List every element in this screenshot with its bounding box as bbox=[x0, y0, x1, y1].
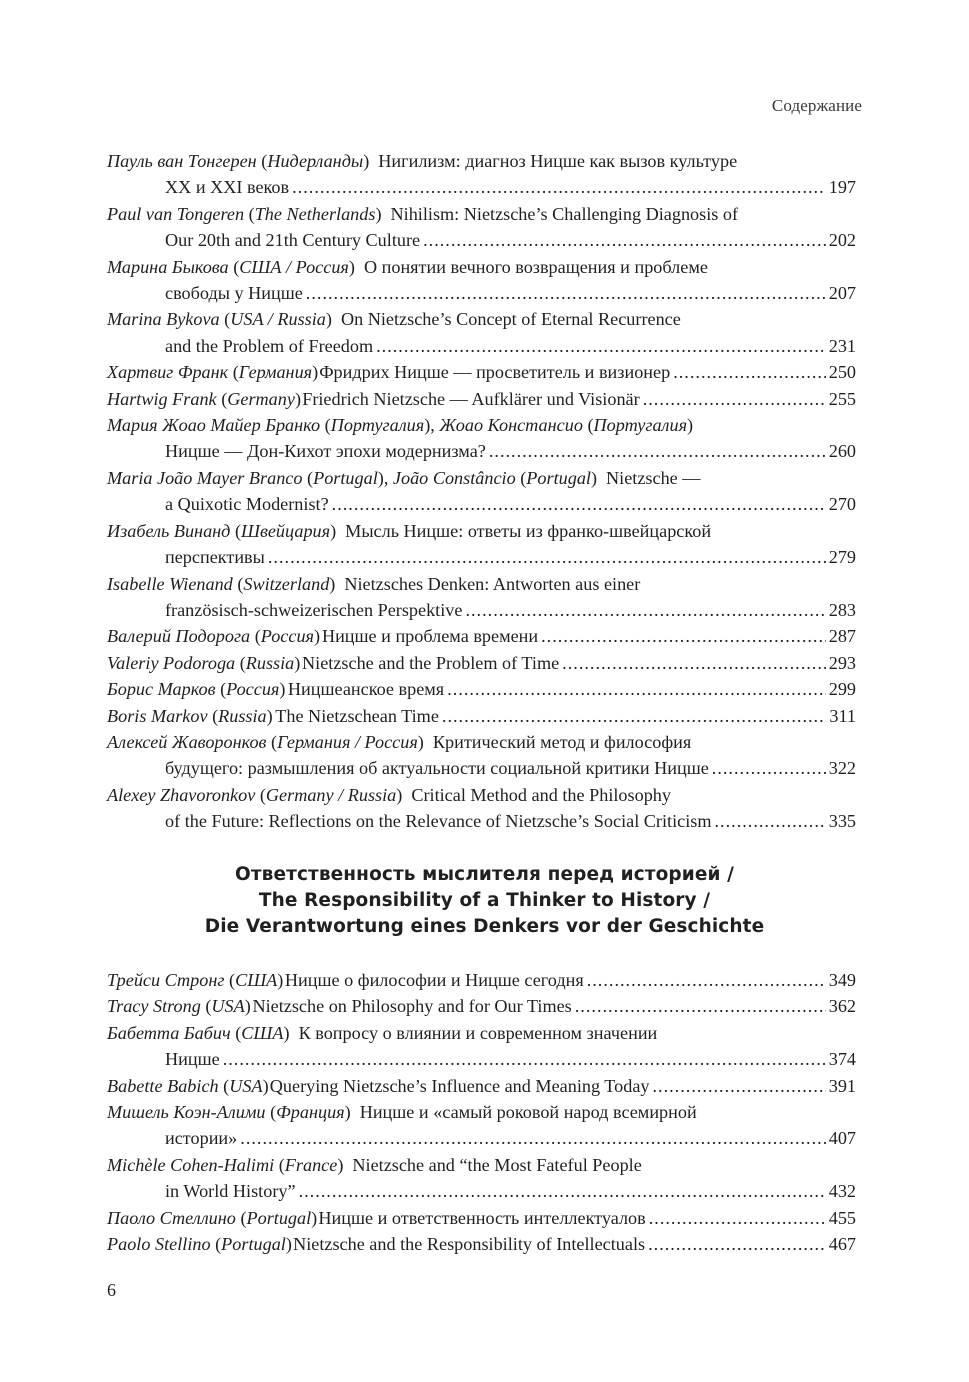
toc-entry: Изабель Винанд (Швейцария) Мысль Ницше: ответы из франко-швейцарской перспективы ..... 279 bbox=[107, 518, 856, 571]
dot-leader bbox=[223, 1046, 826, 1072]
author-country: Россия bbox=[226, 679, 280, 700]
dot-leader bbox=[587, 967, 826, 993]
author-country: Portugal bbox=[221, 1234, 286, 1255]
toc-entry bbox=[107, 1231, 856, 1257]
toc-entry bbox=[107, 967, 856, 993]
entry-title: Critical Method and the Philosophy bbox=[411, 784, 671, 805]
author-name: João Constâncio bbox=[392, 467, 516, 488]
entry-title: свободы у Ницше bbox=[165, 283, 303, 304]
entry-title: Мысль Ницше: ответы из франко-швейцарской bbox=[345, 520, 712, 541]
author-country: USA bbox=[211, 996, 245, 1017]
author-country: Germany bbox=[227, 388, 295, 409]
dot-leader bbox=[299, 1178, 826, 1204]
entry-title: Our 20th and 21th Century Culture bbox=[165, 230, 421, 251]
toc-entry: Пауль ван Тонгерен (Нидерланды) Нигилизм: диагноз Ницше как вызов культуре XX и XXI веков ..... 197 bbox=[107, 148, 856, 201]
entry-title: a Quixotic Modernist? bbox=[165, 494, 329, 515]
author-country: США bbox=[241, 1022, 284, 1043]
section-title-line: Die Verantwortung eines Denkers vor der Geschichte bbox=[204, 916, 765, 937]
dot-leader bbox=[268, 544, 826, 570]
toc-entry: Maria João Mayer Branco (Portugal), João Constâncio (Portugal) Nietzsche — a Quixotic Modernist? ..... 270 bbox=[107, 465, 856, 518]
entry-title: Ницше и ответственность интеллектуалов bbox=[318, 1207, 646, 1228]
author-country: France bbox=[284, 1154, 338, 1175]
entry-title: К вопросу о влиянии и современном значении bbox=[298, 1022, 658, 1043]
toc-entry: Бабетта Бабич (США) К вопросу о влиянии и современном значении Ницше ..... 374 bbox=[107, 1020, 856, 1073]
dot-leader bbox=[649, 1205, 826, 1231]
dot-leader bbox=[489, 438, 826, 464]
entry-title: Nietzsche — bbox=[606, 467, 701, 488]
entry-title: Ницшеанское время bbox=[287, 679, 445, 700]
author-name: Isabelle Wienand bbox=[107, 573, 233, 594]
toc-entry: Isabelle Wienand (Switzerland) Nietzsches Denken: Antworten aus einer französisch-schweizerischen Perspektive ..... 283 bbox=[107, 571, 856, 624]
dot-leader bbox=[643, 386, 826, 412]
page-ref: 293 bbox=[828, 652, 856, 673]
entry-author-block: Hartwig Frank (Germany) bbox=[107, 388, 301, 409]
author-country: Франция bbox=[276, 1102, 345, 1123]
entry-title: истории» bbox=[165, 1128, 238, 1149]
dot-leader bbox=[423, 227, 826, 253]
author-country: USA / Russia bbox=[230, 309, 326, 330]
dot-leader bbox=[447, 676, 826, 702]
entry-title: Ницше — Дон-Кихот эпохи модернизма? bbox=[165, 441, 486, 462]
author-name: Борис Марков bbox=[107, 679, 216, 700]
entry-author-block: Valeriy Podoroga (Russia) bbox=[107, 652, 301, 673]
toc-list-1 bbox=[107, 148, 856, 835]
author-country: США bbox=[235, 970, 278, 990]
author-name: Алексей Жаворонков bbox=[107, 731, 267, 752]
entry-title: Ницше bbox=[165, 1049, 220, 1070]
dot-leader bbox=[442, 703, 827, 729]
author-name: Жоао Констансио bbox=[439, 415, 583, 436]
author-name: Паоло Стеллино bbox=[107, 1207, 236, 1228]
entry-title: The Nietzschean Time bbox=[275, 705, 439, 726]
toc-entry: Мишель Коэн-Алими (Франция) Ницше и «самый роковой народ всемирной истории» ..... 407 bbox=[107, 1099, 856, 1152]
entry-title: französisch-schweizerischen Perspektive bbox=[165, 599, 463, 620]
page-ref: 270 bbox=[828, 494, 856, 515]
author-name: Marina Bykova bbox=[107, 309, 220, 330]
toc-entry bbox=[107, 623, 856, 649]
author-country: The Netherlands bbox=[254, 203, 376, 224]
toc-entry bbox=[107, 993, 856, 1019]
entry-author-block: Борис Марков (Россия) bbox=[107, 679, 286, 700]
entry-title: Nietzsche and the Problem of Time bbox=[302, 652, 560, 673]
toc-entry: Paul van Tongeren (The Netherlands) Nihilism: Nietzsche’s Challenging Diagnosis of Our 20th and 21th Century Culture ..... 202 bbox=[107, 201, 856, 254]
entry-title: and the Problem of Freedom bbox=[165, 335, 374, 356]
dot-leader bbox=[332, 491, 826, 517]
author-country: Russia bbox=[218, 705, 267, 726]
dot-leader bbox=[575, 993, 826, 1019]
entry-title: Ницше о философии и Ницше сегодня bbox=[284, 970, 584, 990]
entry-title: О понятии вечного возвращения и проблеме bbox=[363, 256, 708, 277]
toc-entry bbox=[107, 359, 856, 385]
page-ref: 432 bbox=[828, 1181, 856, 1202]
entry-author-block: Tracy Strong (USA) bbox=[107, 996, 251, 1017]
page-ref: 231 bbox=[828, 335, 856, 356]
author-country: Germany / Russia bbox=[265, 784, 397, 805]
entry-title: Критический метод и философия bbox=[432, 731, 692, 752]
section-title bbox=[107, 862, 862, 940]
author-country: Russia bbox=[245, 652, 295, 673]
entry-title: будущего: размышления об актуальности социальной критики Ницше bbox=[165, 758, 709, 779]
toc-entry bbox=[107, 386, 856, 412]
entry-title: Ницше и «самый роковой народ всемирной bbox=[359, 1102, 697, 1123]
page-ref: 467 bbox=[828, 1234, 856, 1255]
entry-title: Nietzsche on Philosophy and for Our Times bbox=[252, 996, 572, 1017]
dot-leader bbox=[306, 280, 826, 306]
author-country: Португалия bbox=[330, 415, 425, 436]
author-name: Paolo Stellino bbox=[107, 1234, 211, 1255]
author-country: Россия bbox=[260, 626, 315, 647]
dot-leader bbox=[562, 650, 826, 676]
toc-entry: Алексей Жаворонков (Германия / Россия) Критический метод и философия будущего: размышления об актуальности социальной критики Ницше ..... 322 bbox=[107, 729, 856, 782]
author-country: Portugal bbox=[313, 467, 378, 488]
author-name: Maria João Mayer Branco bbox=[107, 467, 303, 488]
entry-title: Фридрих Ницше — просветитель и визионер bbox=[319, 362, 671, 383]
entry-author-block: Хартвиг Франк (Германия) bbox=[107, 362, 319, 383]
author-name: Tracy Strong bbox=[107, 996, 201, 1017]
author-country: USA bbox=[229, 1075, 263, 1096]
dot-leader bbox=[648, 1231, 826, 1257]
entry-author-block: Трейси Стронг (США) bbox=[107, 970, 284, 990]
toc-entry: Marina Bykova (USA / Russia) On Nietzsche’s Concept of Eternal Recurrence and the Problem of Freedom ..... 231 bbox=[107, 306, 856, 359]
author-name: Babette Babich bbox=[107, 1075, 219, 1096]
entry-title: Nietzsche and the Responsibility of Intellectuals bbox=[293, 1234, 646, 1255]
entry-title: Nietzsches Denken: Antworten aus einer bbox=[344, 573, 641, 594]
entry-author-block: Babette Babich (USA) bbox=[107, 1075, 269, 1096]
author-country: Switzerland bbox=[243, 573, 330, 594]
page-ref: 374 bbox=[828, 1049, 856, 1070]
page-ref: 299 bbox=[828, 679, 856, 700]
page-ref: 407 bbox=[828, 1128, 856, 1149]
toc-entry bbox=[107, 703, 856, 729]
page-ref: 455 bbox=[828, 1207, 856, 1228]
author-name: Мария Жоао Майер Бранко bbox=[107, 415, 321, 436]
author-name: Валерий Подорога bbox=[107, 626, 251, 647]
page-ref: 349 bbox=[828, 970, 856, 990]
author-name: Изабель Винанд bbox=[107, 520, 231, 541]
page-ref: 250 bbox=[828, 362, 856, 383]
entry-title: перспективы bbox=[165, 547, 265, 568]
entry-title: Friedrich Nietzsche — Aufklärer und Visionär bbox=[302, 388, 640, 409]
dot-leader bbox=[712, 755, 826, 781]
author-country: Portugal bbox=[246, 1207, 312, 1228]
author-name: Alexey Zhavoronkov bbox=[107, 784, 256, 805]
dot-leader bbox=[673, 359, 826, 385]
page-number: 6 bbox=[107, 1280, 116, 1300]
author-country: Германия bbox=[238, 362, 313, 383]
dot-leader bbox=[652, 1073, 825, 1099]
dot-leader bbox=[465, 597, 825, 623]
toc-entry: Мария Жоао Майер Бранко (Португалия), Жоао Констансио (Португалия) Ницше — Дон-Кихот эпохи модернизма? ..... 260 bbox=[107, 412, 856, 465]
toc-entry: Alexey Zhavoronkov (Germany / Russia) Critical Method and the Philosophy of the Future: Reflections on the Relevance of Nietzsche’s Social Criticism ..... 335 bbox=[107, 782, 856, 835]
page-ref: 287 bbox=[828, 626, 856, 647]
toc-entry: Марина Быкова (США / Россия) О понятии вечного возвращения и проблеме свободы у Ницше ..... 207 bbox=[107, 254, 856, 307]
author-country: Нидерланды bbox=[267, 151, 364, 171]
entry-title: in World History” bbox=[165, 1181, 296, 1202]
entry-title: XX и XXI веков bbox=[165, 177, 290, 198]
author-name: Michèle Cohen-Halimi bbox=[107, 1154, 279, 1175]
dot-leader bbox=[292, 174, 826, 200]
section-title-line: Ответственность мыслителя перед историей / bbox=[235, 864, 734, 885]
entry-author-block: Paolo Stellino (Portugal) bbox=[107, 1234, 292, 1255]
author-country: Португалия bbox=[593, 415, 688, 436]
page-ref: 207 bbox=[828, 283, 856, 304]
author-name: Хартвиг Франк bbox=[107, 362, 229, 383]
author-name: Мишель Коэн-Алими bbox=[107, 1102, 266, 1123]
page-ref: 335 bbox=[828, 811, 856, 832]
page-ref: 391 bbox=[828, 1075, 856, 1096]
entry-author-block: Boris Markov (Russia) bbox=[107, 705, 273, 726]
page-ref: 260 bbox=[828, 441, 856, 462]
page-ref: 255 bbox=[828, 388, 856, 409]
entry-title: Нигилизм: диагноз Ницше как вызов культуре bbox=[378, 151, 738, 171]
page-ref: 202 bbox=[828, 230, 856, 251]
page-ref: 311 bbox=[829, 705, 856, 726]
entry-title: Querying Nietzsche’s Influence and Meaning Today bbox=[269, 1075, 650, 1096]
section-title-line: The Responsibility of a Thinker to History / bbox=[258, 890, 711, 911]
author-name: Boris Markov bbox=[107, 705, 208, 726]
entry-author-block: Паоло Стеллино (Portugal) bbox=[107, 1207, 318, 1228]
dot-leader bbox=[715, 808, 826, 834]
page-ref: 322 bbox=[828, 758, 856, 779]
page-ref: 197 bbox=[828, 177, 856, 198]
toc-entry bbox=[107, 1073, 856, 1099]
author-name: Марина Быкова bbox=[107, 256, 229, 277]
dot-leader bbox=[541, 623, 826, 649]
author-name: Трейси Стронг bbox=[107, 970, 225, 990]
running-head: Содержание bbox=[771, 96, 862, 115]
toc-list-2 bbox=[107, 967, 856, 1257]
author-name: Hartwig Frank bbox=[107, 388, 217, 409]
entry-title: Nihilism: Nietzsche’s Challenging Diagnosis of bbox=[390, 203, 739, 224]
page-ref: 362 bbox=[828, 996, 856, 1017]
entry-title: On Nietzsche’s Concept of Eternal Recurrence bbox=[340, 309, 681, 330]
toc-entry bbox=[107, 1205, 856, 1231]
dot-leader bbox=[240, 1125, 825, 1151]
author-country: Швейцария bbox=[241, 520, 331, 541]
dot-leader bbox=[376, 333, 826, 359]
page-ref: 283 bbox=[828, 599, 856, 620]
author-name: Пауль ван Тонгерен bbox=[107, 151, 257, 171]
author-country: Германия / Россия bbox=[277, 731, 418, 752]
toc-entry bbox=[107, 676, 856, 702]
toc-entry: Michèle Cohen-Halimi (France) Nietzsche and “the Most Fateful People in World History” ..... 432 bbox=[107, 1152, 856, 1205]
author-country: США / Россия bbox=[239, 256, 349, 277]
entry-author-block: Валерий Подорога (Россия) bbox=[107, 626, 321, 647]
author-name: Valeriy Podoroga bbox=[107, 652, 236, 673]
entry-title: Ницше и проблема времени bbox=[321, 626, 539, 647]
author-name: Paul van Tongeren bbox=[107, 203, 245, 224]
entry-title: Nietzsche and “the Most Fateful People bbox=[352, 1154, 642, 1175]
page-ref: 279 bbox=[828, 547, 856, 568]
author-country: Portugal bbox=[526, 467, 591, 488]
entry-title: of the Future: Reflections on the Relevance of Nietzsche’s Social Criticism bbox=[165, 811, 712, 832]
author-name: Бабетта Бабич bbox=[107, 1022, 231, 1043]
toc-entry bbox=[107, 650, 856, 676]
